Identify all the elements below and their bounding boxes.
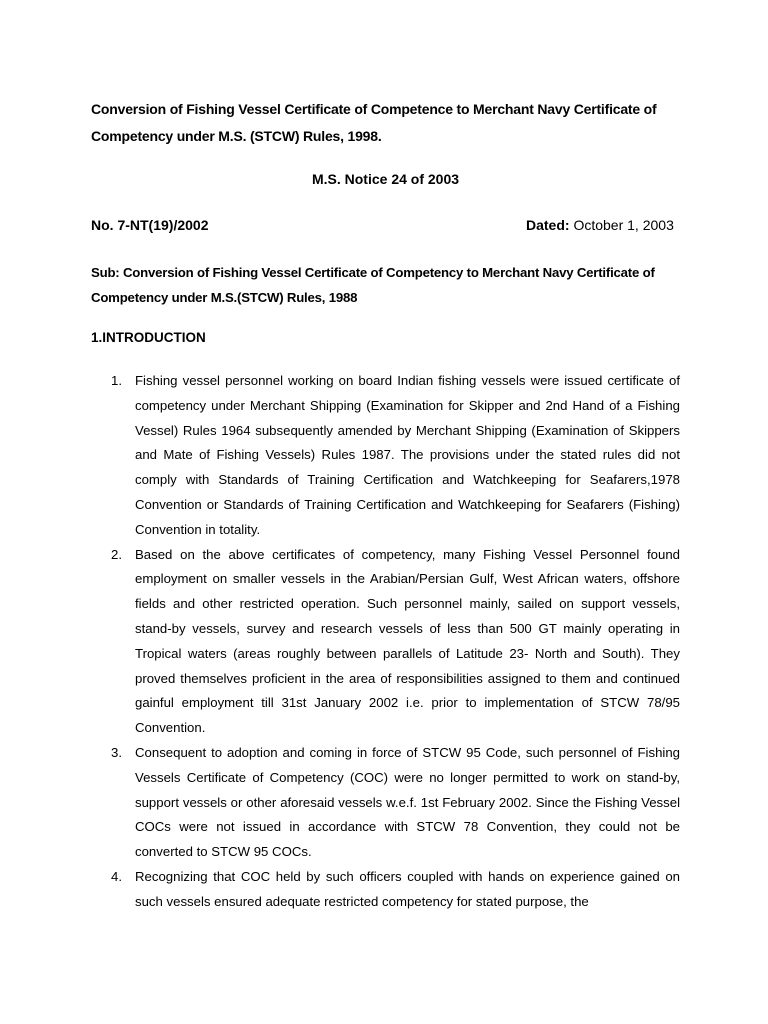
date-line bbox=[526, 216, 674, 234]
reference-number: No. 7-NT(19)/2002 bbox=[91, 217, 209, 233]
list-item-text: Fishing vessel personnel working on board Indian fishing vessels were issued certificate of competency under Merchant Shipping (Examination for Skipper and 2nd Hand of a Fishing Vessel) Rules 1964 subsequently amended by Merchant Shipping (Examination of Skippers and Mate of Fishing Vessels) Rules 1987. The provisions under the stated rules did not comply with Standards of Training Certification and Watchkeeping for Seafarers,1978 Convention or Standards of Training Certification and Watchkeeping for Seafarers (Fishing) Convention in totality. bbox=[135, 373, 680, 537]
list-item-number: 4. bbox=[111, 868, 122, 884]
section-heading: 1.INTRODUCTION bbox=[91, 330, 206, 345]
list-item-number: 3. bbox=[111, 744, 122, 760]
document-title: Conversion of Fishing Vessel Certificate of Competence to Merchant Navy Certificate of Competency under M.S. (STCW) Rules, 1998. bbox=[91, 101, 657, 144]
dated-label: Dated: bbox=[526, 217, 570, 233]
list-item-text: Consequent to adoption and coming in force of STCW 95 Code, such personnel of Fishing Vessels Certificate of Competency (COC) were no longer permitted to work on stand-by, support vessels or other aforesaid vessels w.e.f. 1st February 2002. Since the Fishing Vessel COCs were not issued in accordance with STCW 78 Convention, they could not be converted to STCW 95 COCs. bbox=[135, 744, 680, 860]
notice-number-text: M.S. Notice 24 of 2003 bbox=[311, 171, 460, 187]
list-item-number: 2. bbox=[111, 546, 122, 562]
list-item-text: Recognizing that COC held by such officers coupled with hands on experience gained on such vessels ensured adequate restricted competency for stated purpose, the bbox=[135, 868, 680, 909]
list-item bbox=[91, 865, 680, 915]
list-item-text: Based on the above certificates of competency, many Fishing Vessel Personnel found employment on smaller vessels in the Arabian/Persian Gulf, West African waters, offshore fields and other restricted operation. Such personnel mainly, sailed on support vessels, stand-by vessels, survey and research vessels of less than 500 GT mainly operating in Tropical waters (areas roughly between parallels of Latitude 23- North and South). They proved themselves proficient in the area of responsibilities assigned to them and continued gainful employment till 31st January 2002 i.e. prior to implementation of STCW 78/95 Convention. bbox=[135, 546, 680, 736]
list-item bbox=[91, 369, 680, 543]
list-item-number: 1. bbox=[111, 373, 122, 388]
subject-line: Sub: Conversion of Fishing Vessel Certificate of Competency to Merchant Navy Certificate of Competency under M.S.(STCW) Rules, 1988 bbox=[91, 265, 655, 305]
list-item bbox=[91, 741, 680, 865]
dated-value: October 1, 2003 bbox=[573, 217, 674, 233]
list-item bbox=[91, 543, 680, 741]
notice-number bbox=[0, 170, 768, 188]
introduction-list bbox=[91, 369, 680, 915]
